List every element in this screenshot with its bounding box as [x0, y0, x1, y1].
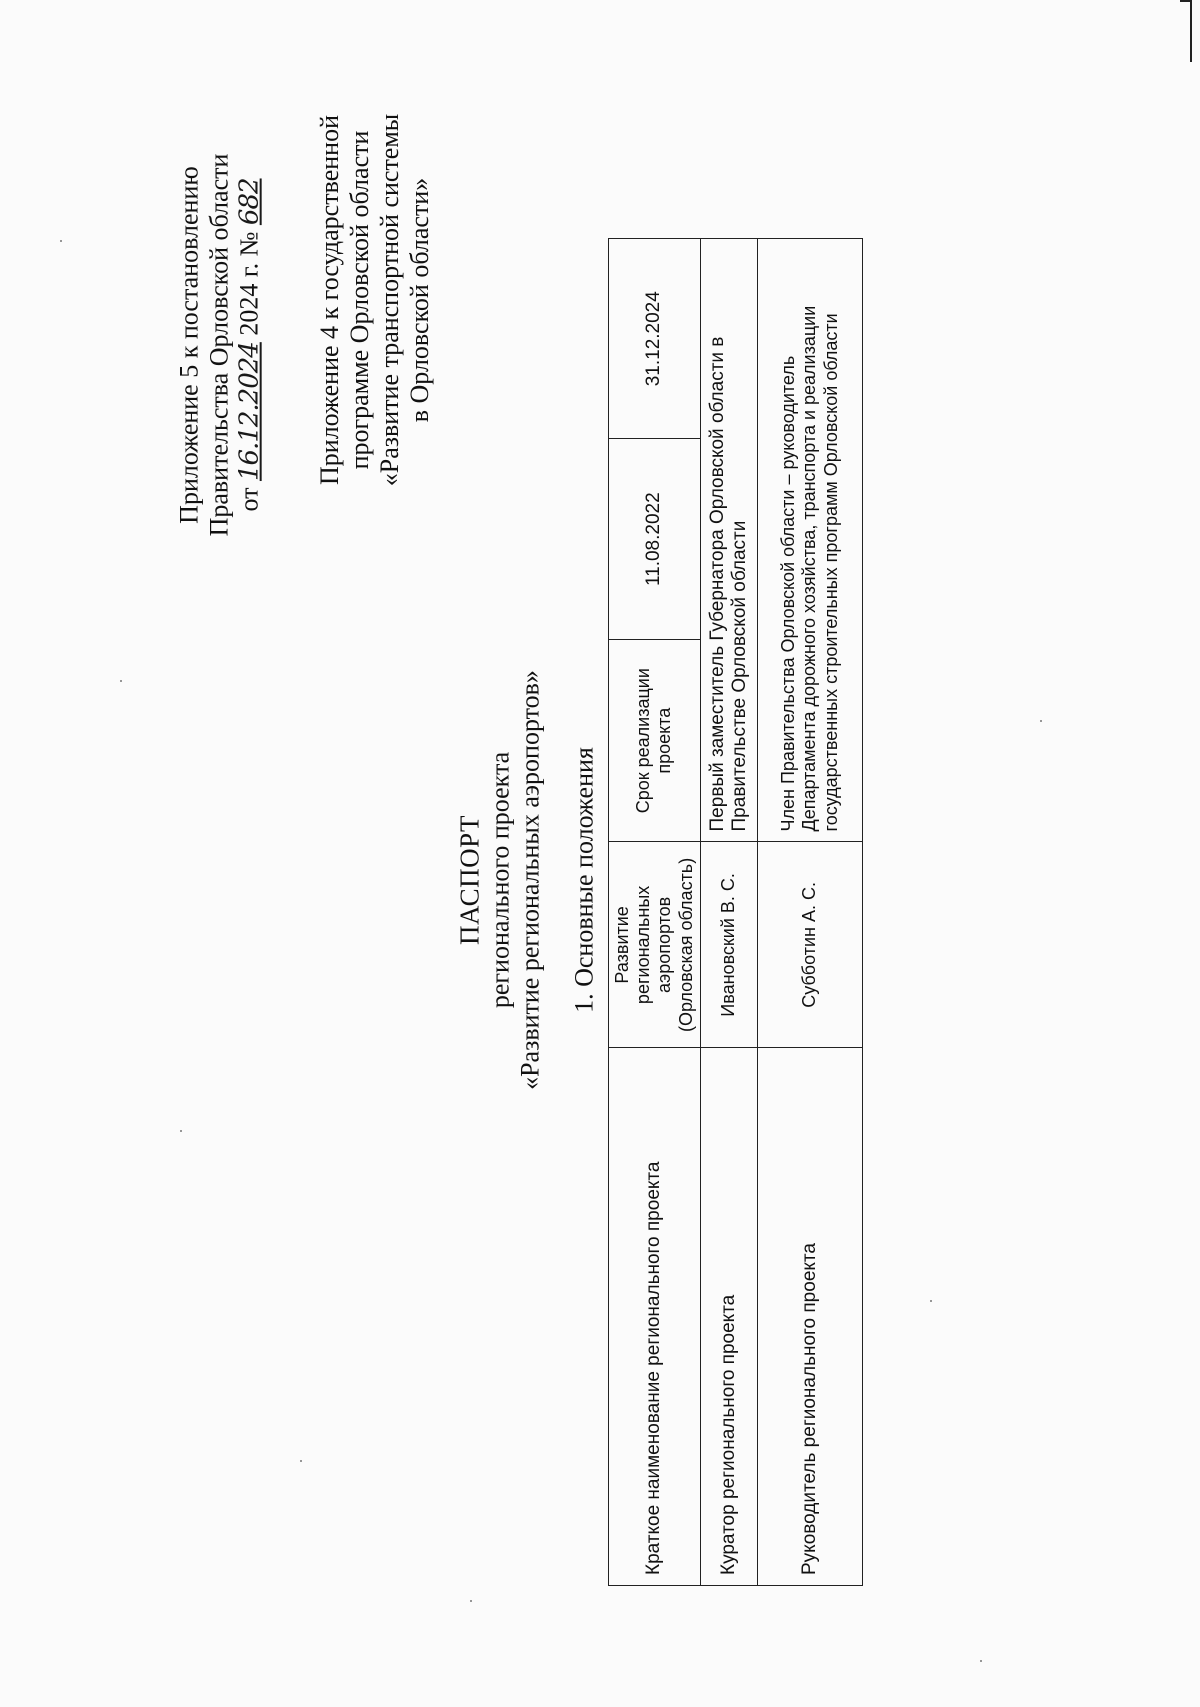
term-label: Срок реализации проекта	[609, 639, 701, 842]
handwritten-date: 16.12.2024	[234, 342, 265, 482]
handwritten-number: 682	[234, 178, 265, 226]
appendix-5-line3	[234, 154, 265, 537]
row-label-curator: Куратор регионального проекта	[700, 1048, 757, 1586]
appendix-4-line3: «Развитие транспортной системы	[375, 113, 404, 487]
table-row	[757, 239, 862, 1586]
table-row	[700, 239, 757, 1586]
appendix-5-line1: Приложение 5 к постановлению	[174, 166, 204, 524]
curator-name: Ивановский В. С.	[700, 842, 757, 1048]
appendix-5-line2: Правительства Орловской области	[204, 153, 234, 537]
scan-corner-mark	[1180, 0, 1192, 62]
leader-name: Субботин А. С.	[757, 842, 862, 1048]
scan-speck	[300, 1460, 302, 1462]
end-date: 31.12.2024	[609, 239, 701, 439]
scan-speck	[980, 1660, 982, 1662]
scan-speck	[180, 1130, 182, 1132]
scan-speck	[60, 240, 62, 242]
document-title: ПАСПОРТ	[454, 815, 485, 946]
start-date: 11.08.2022	[609, 439, 701, 639]
curator-position: Первый заместитель Губернатора Орловской области в Правительстве Орловской области	[700, 239, 757, 842]
scan-speck	[470, 1600, 472, 1602]
table-row	[609, 239, 701, 1586]
row-label-leader: Руководитель регионального проекта	[757, 1048, 862, 1586]
appendix-4-line1: Приложение 4 к государственной	[315, 115, 345, 485]
document-subtitle-1: регионального проекта	[485, 751, 515, 1009]
section-heading: 1. Основные положения	[569, 747, 599, 1013]
appendix-4-line2: программе Орловской области	[345, 130, 375, 470]
project-short-name: Развитие региональных аэропортов (Орловская область)	[609, 842, 701, 1048]
passport-table-wrapper	[608, 238, 841, 1586]
leader-position: Член Правительства Орловской области – руководитель Департамента дорожного хозяйства, транспорта и реализации государственных строительных программ Орловской области	[757, 239, 862, 842]
date-prefix: от	[234, 487, 264, 512]
passport-table	[608, 238, 863, 1586]
scan-speck	[930, 1300, 932, 1302]
appendix-4-block	[315, 114, 435, 487]
scan-speck	[1040, 720, 1042, 722]
row-label-short-name: Краткое наименование регионального проекта	[609, 1048, 701, 1586]
document-subtitle-2: «Развитие региональных аэропортов»	[515, 670, 545, 1090]
appendix-5-block	[175, 154, 266, 537]
year-suffix: 2024 г. №	[234, 231, 264, 336]
appendix-4-line4: в Орловской области»	[404, 177, 434, 423]
title-block	[455, 670, 600, 1090]
scan-speck	[120, 680, 122, 682]
